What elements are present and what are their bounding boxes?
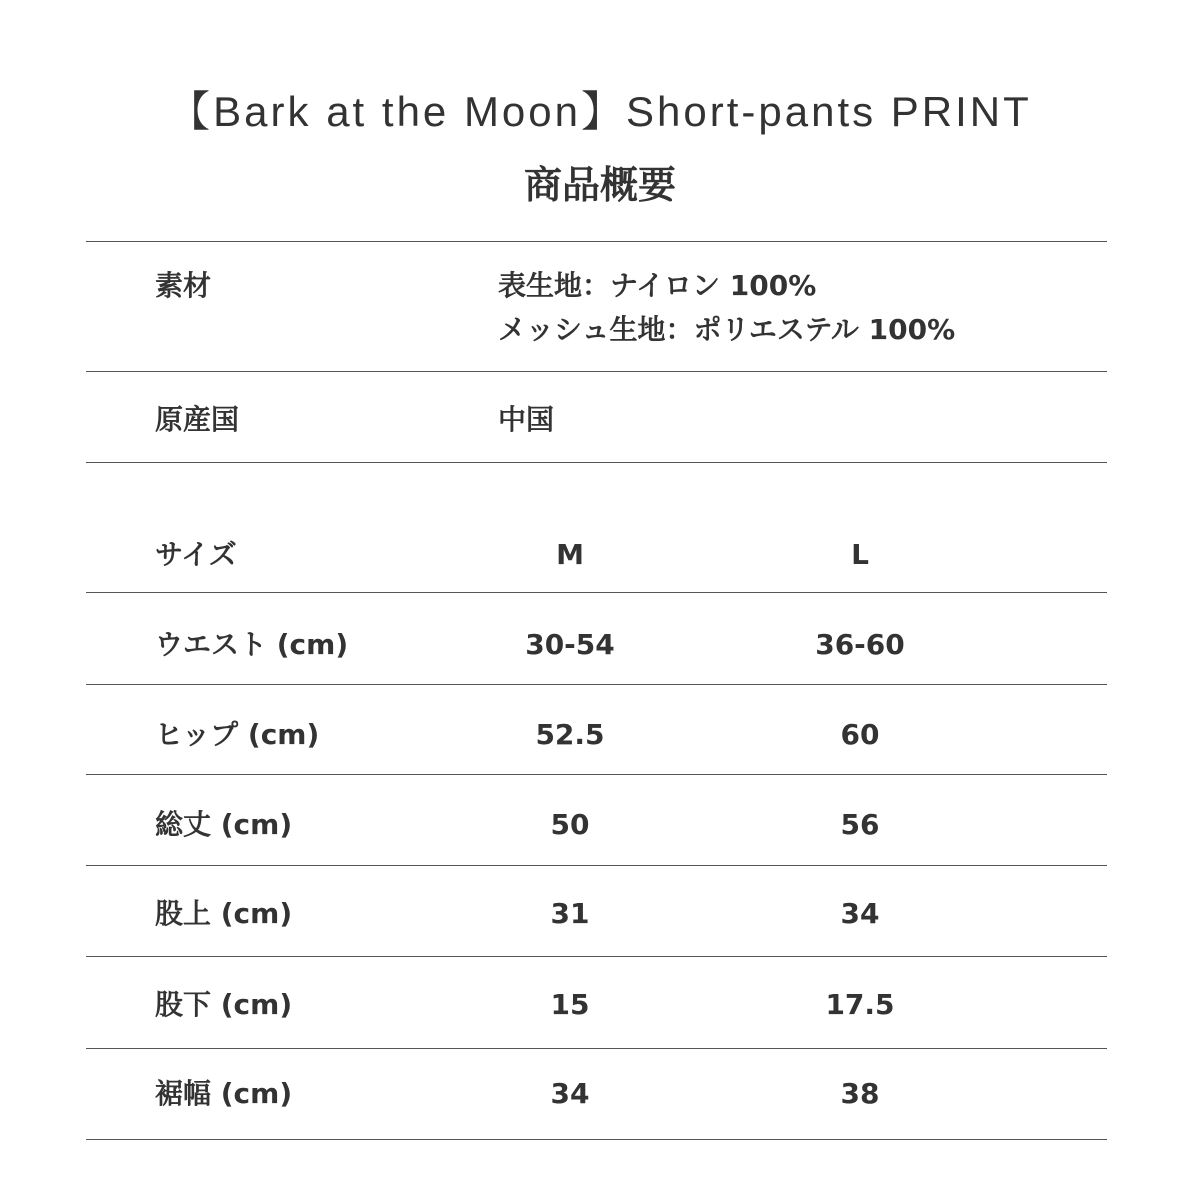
divider bbox=[86, 592, 1107, 593]
hip-m-value: 52.5 bbox=[535, 718, 605, 751]
row-label-hip: ヒップ (cm) bbox=[155, 718, 320, 751]
waist-l-value: 36-60 bbox=[815, 628, 905, 661]
divider bbox=[86, 462, 1107, 463]
inseam-m-value: 15 bbox=[550, 988, 590, 1021]
origin-value: 中国 bbox=[498, 403, 555, 436]
hip-l-value: 60 bbox=[840, 718, 880, 751]
length-l-value: 56 bbox=[840, 808, 880, 841]
page-subtitle: 商品概要 bbox=[523, 163, 676, 207]
inseam-l-value: 17.5 bbox=[825, 988, 895, 1021]
row-label-length: 総丈 (cm) bbox=[155, 808, 293, 841]
material-label: 素材 bbox=[155, 269, 212, 302]
row-label-inseam: 股下 (cm) bbox=[155, 988, 293, 1021]
hem-width-m-value: 34 bbox=[550, 1077, 590, 1110]
material-value-line-1: 表生地：ナイロン 100% bbox=[498, 269, 817, 302]
divider bbox=[86, 865, 1107, 866]
rise-l-value: 34 bbox=[840, 897, 880, 930]
length-m-value: 50 bbox=[550, 808, 590, 841]
row-label-waist: ウエスト (cm) bbox=[155, 628, 349, 661]
divider bbox=[86, 1139, 1107, 1140]
size-column-m: M bbox=[556, 538, 584, 571]
row-label-hem-width: 裾幅 (cm) bbox=[155, 1077, 293, 1110]
size-column-l: L bbox=[851, 538, 869, 571]
divider bbox=[86, 956, 1107, 957]
size-header-label: サイズ bbox=[155, 538, 237, 571]
row-label-rise: 股上 (cm) bbox=[155, 897, 293, 930]
divider bbox=[86, 684, 1107, 685]
divider bbox=[86, 371, 1107, 372]
material-value-line-2: メッシュ生地：ポリエステル 100% bbox=[498, 313, 956, 346]
divider bbox=[86, 1048, 1107, 1049]
divider bbox=[86, 241, 1107, 242]
divider bbox=[86, 774, 1107, 775]
hem-width-l-value: 38 bbox=[840, 1077, 880, 1110]
page-title: 【Bark at the Moon】Short-pants PRINT bbox=[168, 88, 1032, 135]
rise-m-value: 31 bbox=[550, 897, 590, 930]
origin-label: 原産国 bbox=[155, 403, 240, 436]
waist-m-value: 30-54 bbox=[525, 628, 615, 661]
